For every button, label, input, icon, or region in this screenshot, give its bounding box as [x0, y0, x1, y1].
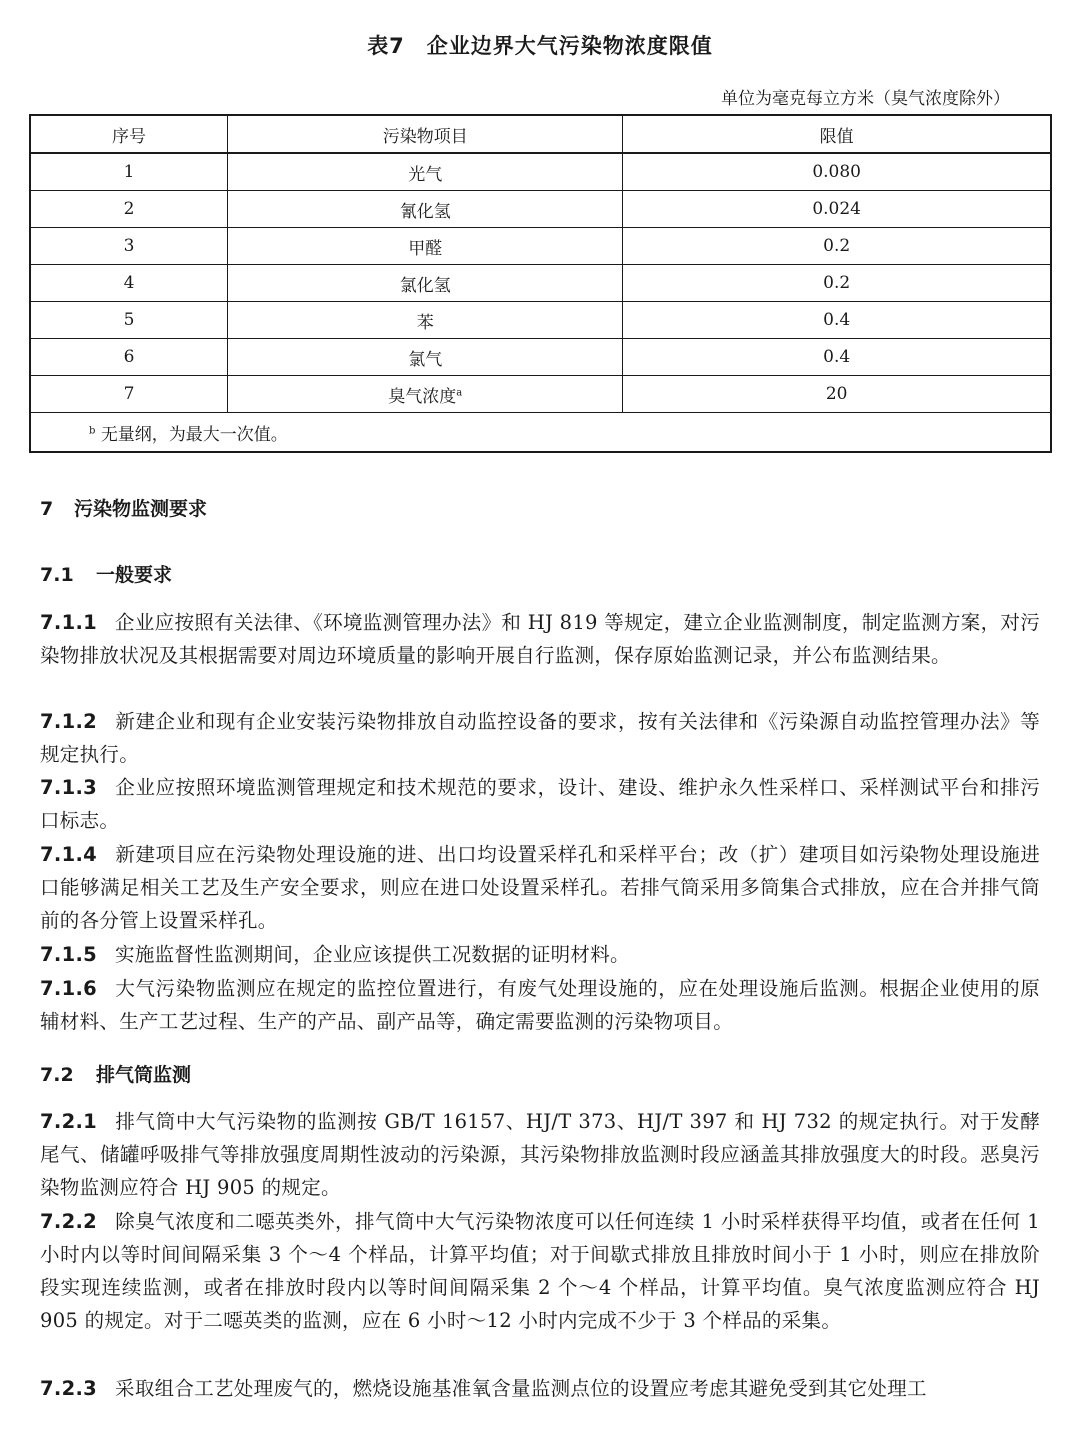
cell-no: 4	[30, 265, 228, 302]
cell-no: 1	[30, 153, 228, 191]
section-number: 7	[40, 498, 54, 520]
table-title: 表7 企业边界大气污染物浓度限值	[367, 34, 713, 58]
column-header-limit: 限值	[623, 115, 1051, 153]
cell-no: 5	[30, 302, 228, 339]
column-header-item: 污染物项目	[228, 115, 623, 153]
cell-item	[228, 302, 623, 339]
cell-item	[228, 265, 623, 302]
cell-no: 2	[30, 191, 228, 228]
cell-limit: 0.080	[623, 153, 1051, 191]
footnote-mark: b	[89, 424, 96, 436]
paragraph-7-1-2	[40, 705, 1040, 771]
paragraph-7-1-6	[40, 972, 1040, 1038]
paragraph-7-1-4	[40, 838, 1040, 937]
table-row	[30, 376, 1051, 413]
section-7-1-heading	[40, 560, 172, 587]
clause-text: 企业应按照环境监测管理规定和技术规范的要求，设计、建设、维护永久性采样口、采样测试平台和排污口标志。	[40, 776, 1040, 832]
cell-limit: 0.2	[623, 228, 1051, 265]
item-name: 氰化氢	[399, 201, 451, 222]
table-footnote-row	[30, 413, 1051, 453]
table-row	[30, 302, 1051, 339]
table-footnote	[30, 413, 1051, 453]
cell-limit: 20	[623, 376, 1051, 413]
cell-item	[228, 153, 623, 191]
pollutant-limits-table	[29, 114, 1052, 453]
cell-item	[228, 339, 623, 376]
clause-number: 7.1.2	[40, 710, 98, 733]
clause-number: 7.2.1	[40, 1110, 98, 1133]
clause-number: 7.1.5	[40, 943, 98, 966]
table-row	[30, 153, 1051, 191]
table-row	[30, 191, 1051, 228]
table-row	[30, 228, 1051, 265]
section-number: 7.2	[40, 1064, 74, 1086]
cell-limit: 0.024	[623, 191, 1051, 228]
table-row	[30, 339, 1051, 376]
paragraph-7-1-1	[40, 606, 1040, 672]
section-7-heading	[40, 494, 207, 521]
section-title: 一般要求	[96, 564, 173, 586]
section-number: 7.1	[40, 564, 74, 586]
cell-limit: 0.4	[623, 339, 1051, 376]
table-row	[30, 265, 1051, 302]
cell-no: 6	[30, 339, 228, 376]
clause-number: 7.2.3	[40, 1377, 98, 1400]
clause-text: 实施监督性监测期间，企业应该提供工况数据的证明材料。	[115, 943, 630, 966]
footnote-text: 无量纲，为最大一次值。	[100, 424, 288, 445]
clause-number: 7.1.6	[40, 977, 98, 1000]
clause-number: 7.1.3	[40, 776, 98, 799]
clause-number: 7.2.2	[40, 1210, 98, 1233]
cell-no: 3	[30, 228, 228, 265]
clause-text: 除臭气浓度和二噁英类外，排气筒中大气污染物浓度可以任何连续 1 小时采样获得平均值，或者在任何 1 小时内以等时间间隔采集 3 个～4 个样品，计算平均值；对于间歇式排放且排放时间小于 1 小时，则应在排放阶段实现连续监测，或者在排放时段内以等时间间隔采集 2 个～4 个样品，计算平均值。臭气浓度监测应符合 HJ 905 的规定。对于二噁英类的监测，应在 6 小时～12 小时内完成不少于 3 个样品的采集。	[40, 1210, 1040, 1332]
clause-text: 新建项目应在污染物处理设施的进、出口均设置采样孔和采样平台；改（扩）建项目如污染物处理设施进口能够满足相关工艺及生产安全要求，则应在进口处设置采样孔。若排气筒采用多筒集合式排放，应在合并排气筒前的各分管上设置采样孔。	[40, 843, 1040, 932]
clause-number: 7.1.1	[40, 611, 98, 634]
clause-text: 排气筒中大气污染物的监测按 GB/T 16157、HJ/T 373、HJ/T 397 和 HJ 732 的规定执行。对于发酵尾气、储罐呼吸排气等排放强度周期性波动的污染源，其污染物排放监测时段应涵盖其排放强度大的时段。恶臭污染物监测应符合 HJ 905 的规定。	[40, 1110, 1040, 1199]
section-7-2-heading	[40, 1060, 191, 1087]
clause-number: 7.1.4	[40, 843, 98, 866]
item-footnote-mark: a	[456, 386, 463, 398]
paragraph-7-2-3	[40, 1372, 1040, 1405]
paragraph-7-1-5	[40, 938, 1040, 971]
section-title: 污染物监测要求	[74, 498, 208, 520]
cell-item	[228, 191, 623, 228]
cell-item	[228, 376, 623, 413]
clause-text: 新建企业和现有企业安装污染物排放自动监控设备的要求，按有关法律和《污染源自动监控管理办法》等规定执行。	[40, 710, 1040, 766]
paragraph-7-2-1	[40, 1105, 1040, 1204]
table-header-row	[30, 115, 1051, 153]
clause-text: 大气污染物监测应在规定的监控位置进行，有废气处理设施的，应在处理设施后监测。根据企业使用的原辅材料、生产工艺过程、生产的产品、副产品等，确定需要监测的污染物项目。	[40, 977, 1040, 1033]
paragraph-7-2-2	[40, 1205, 1040, 1337]
paragraph-7-1-3	[40, 771, 1040, 837]
item-name: 氯化氢	[399, 275, 451, 296]
section-title: 排气筒监测	[96, 1064, 192, 1086]
item-name: 甲醛	[408, 238, 443, 259]
cell-no: 7	[30, 376, 228, 413]
item-name: 苯	[416, 312, 434, 333]
cell-item	[228, 228, 623, 265]
cell-limit: 0.2	[623, 265, 1051, 302]
unit-note: 单位为毫克每立方米（臭气浓度除外）	[721, 89, 1010, 109]
column-header-no: 序号	[30, 115, 228, 153]
item-name: 臭气浓度	[388, 386, 457, 407]
cell-limit: 0.4	[623, 302, 1051, 339]
item-name: 氯气	[408, 349, 443, 370]
clause-text: 企业应按照有关法律、《环境监测管理办法》和 HJ 819 等规定，建立企业监测制度，制定监测方案，对污染物排放状况及其根据需要对周边环境质量的影响开展自行监测，保存原始监测记录，并公布监测结果。	[40, 611, 1040, 667]
item-name: 光气	[408, 164, 443, 185]
clause-text: 采取组合工艺处理废气的，燃烧设施基准氧含量监测点位的设置应考虑其避免受到其它处理工	[115, 1377, 927, 1400]
